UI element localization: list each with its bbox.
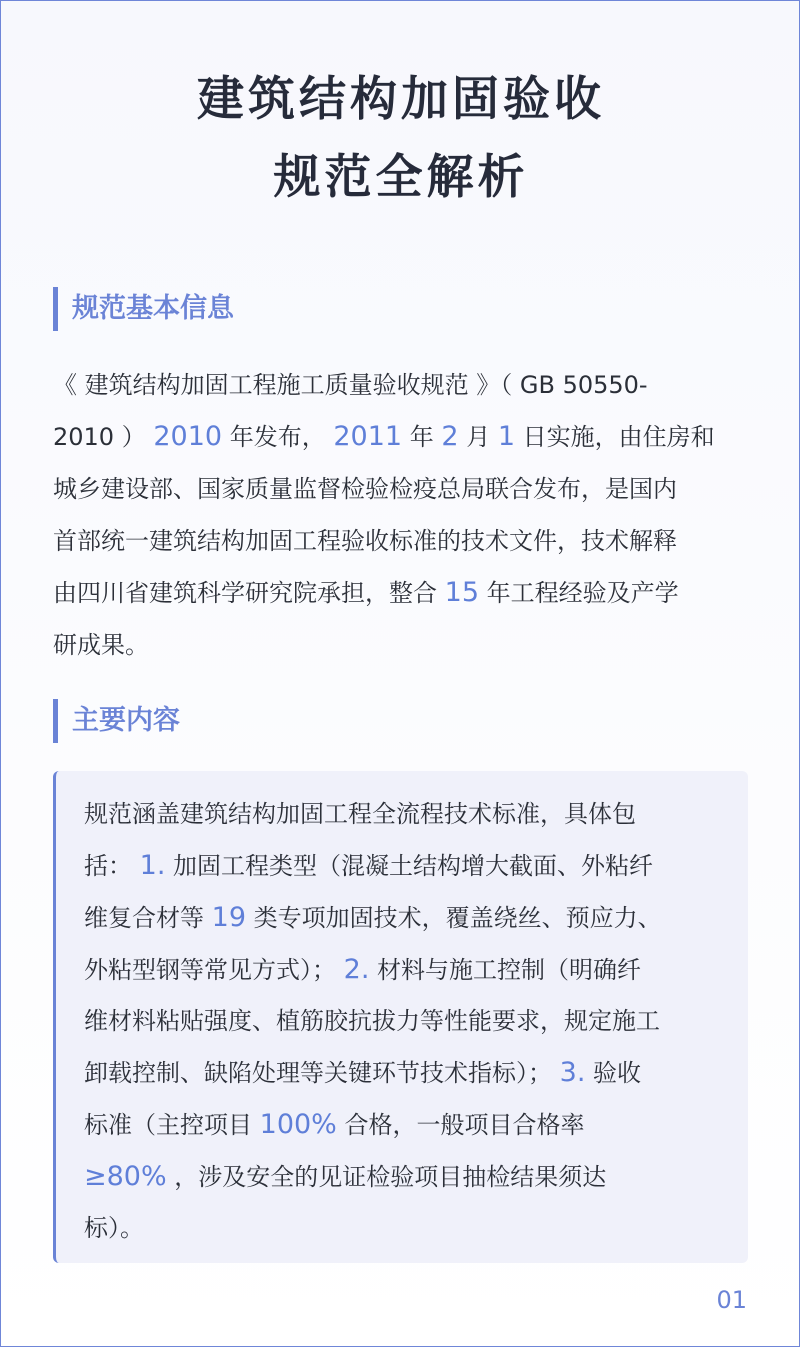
text-line [84, 892, 729, 944]
text-span: 材料与施工控制（明确纤 [377, 956, 642, 984]
text-line [84, 1151, 729, 1203]
list-marker: 2. [343, 954, 370, 985]
highlight-number: 2010 [153, 421, 223, 452]
text-span: 年工程经验及产学 [486, 579, 679, 607]
main-content-text [84, 789, 729, 1254]
main-content-panel [53, 771, 748, 1263]
text-line: 研成果。 [53, 631, 149, 659]
text-line [84, 840, 729, 892]
section-heading-main-content: 主要内容 [53, 699, 180, 743]
highlight-number: 100% [259, 1109, 337, 1140]
text-line [84, 1099, 729, 1151]
text-span: 月 [466, 423, 491, 451]
text-line: 《 建筑结构加固工程施工质量验收规范 》（ GB 50550- [53, 371, 648, 399]
text-span: 外粘型钢等常见方式）； [84, 956, 336, 984]
text-span: 由四川省建筑科学研究院承担，整合 [53, 579, 437, 607]
text-span: 卸载控制、缺陷处理等关键环节技术指标）； [84, 1059, 552, 1087]
highlight-number: 15 [444, 577, 479, 608]
page-title [1, 61, 800, 217]
text-span: 类专项加固技术，覆盖绕丝、预应力、 [253, 904, 662, 932]
page-number: 01 [716, 1286, 747, 1314]
highlight-number: 2011 [333, 421, 403, 452]
highlight-number: 2 [441, 421, 459, 452]
highlight-number: 1 [497, 421, 516, 452]
text-line [53, 411, 753, 463]
text-span: 合格，一般项目合格率 [344, 1111, 585, 1139]
text-line: 维材料粘贴强度、植筋胶抗拔力等性能要求，规定施工 [84, 1007, 660, 1035]
list-marker: 1. [139, 850, 166, 881]
text-span: 2010 ） [53, 423, 146, 451]
text-line: 标）。 [84, 1214, 144, 1242]
text-span: 括： [84, 852, 132, 880]
title-line-1: 建筑结构加固验收 [197, 72, 605, 127]
highlight-number: ≥80% [84, 1161, 167, 1192]
text-span: 维复合材等 [84, 904, 204, 932]
text-line: 城乡建设部、国家质量监督检验检疫总局联合发布，是国内 [53, 475, 677, 503]
text-span: 年 [409, 423, 434, 451]
text-span: 验收 [593, 1059, 642, 1087]
highlight-number: 19 [211, 902, 246, 933]
list-marker: 3. [559, 1057, 586, 1088]
text-line [84, 944, 729, 996]
text-span: 加固工程类型（混凝土结构增大截面、外粘纤 [173, 852, 654, 880]
basic-info-paragraph [53, 359, 753, 671]
text-line [84, 1047, 729, 1099]
text-line: 首部统一建筑结构加固工程验收标准的技术文件，技术解释 [53, 527, 677, 555]
text-span: 年发布， [229, 423, 326, 451]
text-span: ，涉及安全的见证检验项目抽检结果须达 [174, 1163, 607, 1191]
section-heading-basic-info: 规范基本信息 [53, 287, 234, 331]
title-line-2: 规范全解析 [273, 150, 529, 205]
text-line [53, 567, 753, 619]
text-span: 标准（主控项目 [84, 1111, 252, 1139]
text-line: 规范涵盖建筑结构加固工程全流程技术标准，具体包 [84, 800, 636, 828]
text-span: 日实施，由住房和 [522, 423, 715, 451]
